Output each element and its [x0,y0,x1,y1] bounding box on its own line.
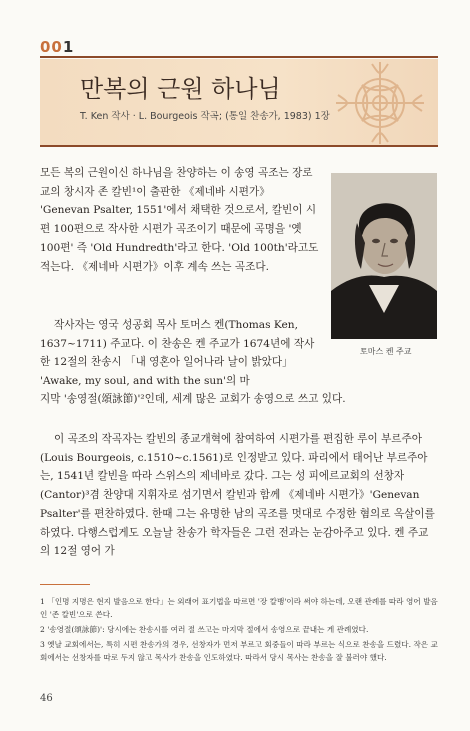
bishop-portrait-icon [331,173,437,339]
portrait-caption: 토마스 켄 주교 [360,347,412,356]
footnote-2: 2 '송영절(頌詠節)': 당시에는 찬송시를 여러 절 쓰고는 마지막 절에서 송영으로 끝내는 게 관례였다. [40,625,369,634]
hymn-title: 만복의 근원 하나님 [80,75,281,103]
body-paragraph-3: 이 곡조의 작곡자는 칼빈의 종교개혁에 참여하여 시편가를 편집한 루이 부르주아(Louis Bourgeois, c.1510~c.1561)로 인정받고 있다. 파리에서 태어난 부르주아는, 1541년 칼빈을 따라 스위스의 제네바로 갔다. 그는 성 피에르교회의 선창자(Cantor)³겸 찬양대 지휘자로 섬기면서 칼빈과 함께 《제네바 시편가》'Genevan Psalter'를 편찬하였다. 한때 그는 유명한 남의 곡조를 멋대로 수정한 혐의로 옥살이를 하였다. 다행스럽게도 오늘날 찬송가 학자들은 그런 전과는 눈감아주고 있다. 켄 주교의 12절 영어 가 [40,433,435,558]
celtic-cross-ornament-icon [322,62,436,144]
body-paragraph-1: 모든 복의 근원이신 하나님을 찬양하는 이 송영 곡조는 장로교의 창시자 존 칼빈¹이 출판한 《제네바 시편가》 'Genevan Psalter, 1551'에서 채택한 것으로서, 칼빈이 시편 100편으로 작사한 시편가 곡조이기 때문에 곡명을 '옛 100편' 즉 'Old Hundredth'라고 한다. 'Old 100th'라고도 적는다. 《제네바 시편가》이후 계속 쓰는 곡조다. [40,167,319,273]
header-top-rule [40,56,438,58]
page-number: 46 [40,693,53,704]
footnote-3: 3 옛날 교회에서는, 특히 시편 찬송가의 경우, 선창자가 먼저 부르고 회중들이 따라 부르는 식으로 찬송을 드렸다. 작은 교회에서는 선창자를 따로 두지 않고 목사가 찬송을 인도하였다. 따라서 당시 목사는 찬송을 잘 불러야 했다. [40,640,438,662]
hymn-credits: T. Ken 작사 · L. Bourgeois 작곡; (통일 찬송가, 1983) 1장 [80,111,330,122]
header-bottom-rule [40,145,438,147]
body-paragraph-2-end: 지막 '송영절(頌詠節)'²인데, 세계 많은 교회가 송영으로 쓰고 있다. [40,393,346,405]
body-paragraph-2: 작사자는 영국 성공회 목사 토머스 켄(Thomas Ken, 1637~1711) 주교다. 이 찬송은 켄 주교가 1674년에 작사한 12절의 찬송시 「내 영혼아 일어나라 날이 밝았다」 'Awake, my soul, and with the sun'의 마 [40,319,315,388]
footnote-divider [40,584,90,585]
chapter-number: 001 [40,38,75,56]
portrait-image [331,173,437,339]
footnote-1: 1 「인명 지명은 현지 발음으로 한다」는 외래어 표기법을 따르면 '장 칼뱅'이라 써야 하는데, 오랜 관례를 따라 영어 발음인 '존 칼빈'으로 쓴다. [40,597,438,619]
